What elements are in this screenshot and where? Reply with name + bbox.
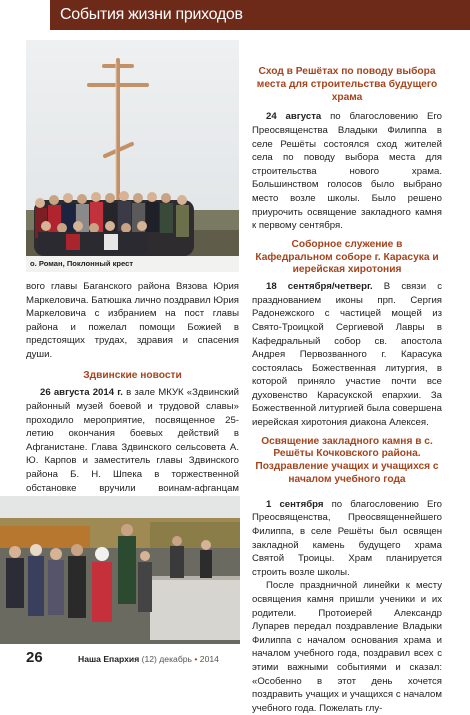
photo-caption: о. Роман, Поклонный крест [26, 256, 239, 272]
section-title: События жизни приходов [60, 6, 243, 23]
continued-text: вого главы Баганского района Вязова Юрия Маркеловича. Батюшка лично поздравил Юрия Маркеловича с избранием на пост главы района и пожелал помощи Божией в предстоящих трудах, здравия и спасения души. [26, 281, 239, 360]
zdvinsk-news-text [26, 386, 239, 508]
cathedral-service-date: 18 сентября/четверг. [266, 281, 373, 293]
section-header [50, 0, 470, 30]
stone-consecration-text [252, 498, 442, 580]
right-column [252, 66, 442, 715]
reshety-gathering-date: 24 августа [266, 111, 322, 123]
page-number: 26 [26, 649, 43, 666]
reshety-gathering-text [252, 110, 442, 232]
publication-name: Наша Епархия [78, 654, 140, 664]
reshety-gathering-body: по благословению Его Преосвященства Владыки Филиппа в селе Решёты состоялся сход жителей села по поводу выбора места для строительства нового храма. Большинством голосов было выбрано место возле школы. Было решено приурочить освящение закладного камня к первому сентября. [252, 111, 442, 232]
stone-consecration-body: по благословению Его Преосвященства, Преосвященнейшего Филиппа, в селе Решёты был освящен закладной камень будущего храма Святой Троицы. Храм планируется строить возле школы. [252, 498, 442, 578]
left-column [26, 280, 239, 509]
publication-info [78, 653, 219, 665]
issue-year: 2014 [199, 654, 219, 664]
issue-label: (12) декабрь [141, 654, 192, 664]
stone-consecration-text-2: После праздничной линейки к месту освящения камня пришли ученики и их родители. Протоиерей Александр Лупарев передал поздравление Владыки Филиппа с началом основания храма и началом учебного года, поздравил всех с этими важными событиями и сказал: «Особенно в этот день хочется поздравить учащих и учащихся с началом учебного года. Пожелать глу- [252, 580, 442, 714]
bullet-separator: • [194, 654, 198, 664]
cross-photo [26, 40, 239, 272]
heading-stone-consecration: Освящение закладного камня в с. Решёты Кочковского района. Поздравление учащих и учащихся с началом учебного года [255, 435, 439, 486]
cathedral-service-text [252, 280, 442, 430]
stone-consecration-date: 1 сентября [266, 498, 324, 510]
zdvinsk-news-date: 26 августа 2014 г. [40, 387, 123, 399]
heading-cathedral-service: Соборное служение в Кафедральном соборе г. Карасука и иерейская хиротония [255, 238, 439, 276]
stone-consecration-photo [0, 496, 240, 644]
page-footer [26, 649, 446, 667]
heading-reshety-gathering: Сход в Решётах по поводу выбора места для строительства будущего храма [256, 66, 438, 103]
cathedral-service-body: В связи с празднованием иконы прп. Сергия Радонежского с частицей мощей из Свято-Троицкой Сергиевой Лавры в Кафедральный собор св. апостола Андрея Первозванного г. Карасука состоялась Божественная литургия, в которой приняло участие почти все духовенство Карасукской епархии. За Божественной литургией была совершена иерейская хиротония диакона Алексея. [252, 281, 443, 429]
heading-zdvinsk-news: Здвинские новости [83, 369, 182, 381]
zdvinsk-news-body: в зале МКУК «Здвинский районный музей боевой и трудовой славы» проходило мероприятие, посвященное 25-летию окончания боевых действий в Афганистане. Глава Здвинского сельсовета А. Ю. Карпов и заместитель главы Здвинского района Б. Н. Шпека в торжественной обстановке вручили воинам-афганцам [26, 387, 239, 494]
